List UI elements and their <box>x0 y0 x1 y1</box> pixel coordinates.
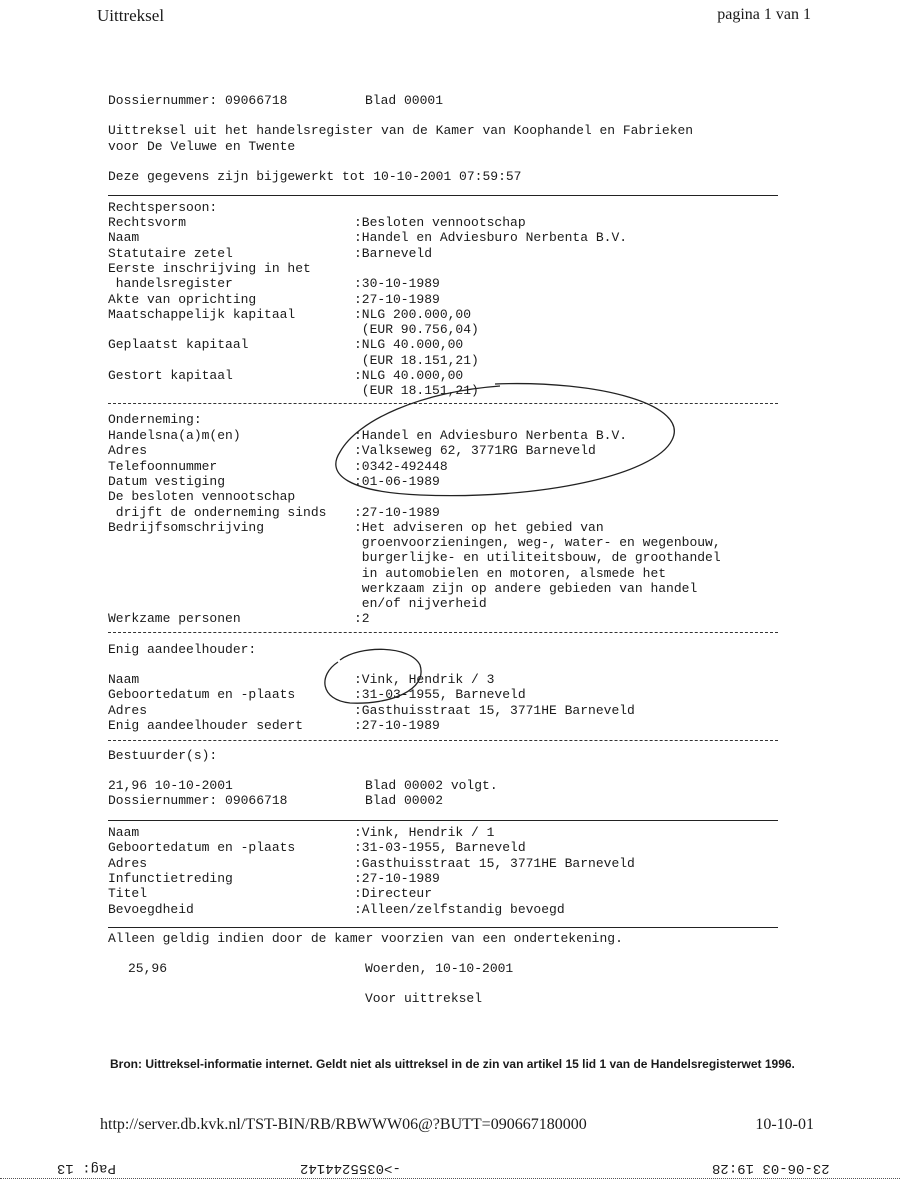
field-value: :Alleen/zelfstandig bevoegd <box>354 901 565 917</box>
field-label: drijft de onderneming sinds <box>108 504 327 520</box>
update-line: Deze gegevens zijn bijgewerkt tot 10-10-2001 07:59:57 <box>108 169 522 184</box>
field-label: Eerste inschrijving in het <box>108 260 311 276</box>
field-value: burgerlijke- en utiliteitsbouw, de groothandel <box>354 550 721 566</box>
cost-line: 21,96 10-10-2001 <box>108 778 233 793</box>
field-value: :Vink, Hendrik / 1 <box>354 825 495 840</box>
section-heading-onderneming: Onderneming: <box>108 412 202 427</box>
field-label: Enig aandeelhouder sedert <box>108 717 304 733</box>
field-value: :31-03-1955, Barneveld <box>354 840 526 856</box>
section-heading-rechtspersoon: Rechtspersoon: <box>108 200 218 215</box>
field-value: (EUR 18.151,21) <box>354 383 479 399</box>
dossier-number-2: Dossiernummer: 09066718 <box>108 793 288 808</box>
field-value: :NLG 200.000,00 <box>354 306 472 322</box>
fax-number: ->0355244142 <box>300 1160 401 1176</box>
field-label: Geplaatst kapitaal <box>108 337 249 353</box>
validity-note: Alleen geldig indien door de kamer voorzien van een ondertekening. <box>108 931 623 946</box>
field-value: :Handel en Adviesburo Nerbenta B.V. <box>354 230 628 246</box>
field-label: De besloten vennootschap <box>108 489 296 505</box>
fax-dotted-rule <box>0 1178 900 1179</box>
field-value: (EUR 90.756,04) <box>354 322 479 338</box>
field-value: :27-10-1989 <box>354 291 440 307</box>
dossier-number: Dossiernummer: 09066718 <box>108 93 288 108</box>
divider <box>108 632 778 633</box>
source-note: Bron: Uittreksel-informatie internet. Geldt niet als uittreksel in de zin van artikel 15 lid 1 van de Handelsregisterwet 1996. <box>110 1057 795 1071</box>
field-label: Naam <box>108 825 140 840</box>
divider <box>108 927 778 928</box>
fax-page: Pag: 13 <box>57 1160 116 1176</box>
fax-transmission-line <box>0 1160 900 1180</box>
field-label: Bedrijfsomschrijving <box>108 519 265 535</box>
field-value: en/of nijverheid <box>354 596 487 612</box>
field-value: :Besloten vennootschap <box>354 215 526 230</box>
field-label: Naam <box>108 672 140 687</box>
print-date: 10-10-01 <box>755 1116 814 1133</box>
field-value: :NLG 40.000,00 <box>354 368 464 383</box>
field-label: Naam <box>108 230 140 246</box>
field-label: Adres <box>108 443 148 459</box>
field-label: Maatschappelijk kapitaal <box>108 306 296 322</box>
fax-timestamp: 23-06-03 19:28 <box>712 1160 830 1176</box>
intro-line-1: Uittreksel uit het handelsregister van de Kamer van Koophandel en Fabrieken <box>108 123 694 138</box>
section-heading-aandeelhouder: Enig aandeelhouder: <box>108 642 257 657</box>
divider <box>108 403 778 404</box>
field-value: :Handel en Adviesburo Nerbenta B.V. <box>354 428 628 443</box>
blad-volgt: Blad 00002 volgt. <box>365 778 498 793</box>
field-value: :27-10-1989 <box>354 717 440 733</box>
field-value: :Gasthuisstraat 15, 3771HE Barneveld <box>354 855 635 871</box>
field-label: Rechtsvorm <box>108 215 187 230</box>
field-label: handelsregister <box>108 276 233 292</box>
field-label: Statutaire zetel <box>108 245 233 261</box>
field-value: :Gasthuisstraat 15, 3771HE Barneveld <box>354 702 635 718</box>
field-value: groenvoorzieningen, weg-, water- en wegenbouw, <box>354 535 721 551</box>
field-value: :Barneveld <box>354 245 433 261</box>
field-value: werkzaam zijn op andere gebieden van handel <box>354 581 698 596</box>
header-title: Uittreksel <box>97 6 165 25</box>
field-value: :Valkseweg 62, 3771RG Barneveld <box>354 443 596 459</box>
field-value: :Het adviseren op het gebied van <box>354 519 604 535</box>
place-date: Woerden, 10-10-2001 <box>365 961 514 976</box>
amount: 25,96 <box>128 961 168 976</box>
field-value: :01-06-1989 <box>354 473 440 489</box>
field-label: Geboortedatum en -plaats <box>108 687 296 703</box>
section-heading-bestuurder: Bestuurder(s): <box>108 748 218 763</box>
field-value: :Directeur <box>354 886 433 902</box>
divider <box>108 740 778 741</box>
source-url[interactable]: http://server.db.kvk.nl/TST-BIN/RB/RBWWW06@?BUTT=090667180000 <box>100 1116 587 1133</box>
werkzaam-label: Werkzame personen <box>108 611 241 626</box>
header-page-number: pagina 1 van 1 <box>717 6 811 23</box>
field-label: Infunctietreding <box>108 870 233 886</box>
field-label: Bevoegdheid <box>108 901 194 917</box>
field-label: Titel <box>108 886 148 902</box>
field-value: :27-10-1989 <box>354 504 440 520</box>
field-label: Adres <box>108 702 148 718</box>
field-label: Handelsna(a)m(en) <box>108 428 241 443</box>
blad-number-2: Blad 00002 <box>365 793 444 808</box>
field-value: :Vink, Hendrik / 3 <box>354 672 495 687</box>
field-label: Adres <box>108 855 148 871</box>
field-label: Datum vestiging <box>108 473 226 489</box>
voor-uittreksel: Voor uittreksel <box>365 991 483 1006</box>
field-value: :30-10-1989 <box>354 276 440 292</box>
field-label: Telefoonnummer <box>108 458 218 474</box>
field-value: in automobielen en motoren, alsmede het <box>354 565 667 581</box>
divider <box>108 820 778 821</box>
blad-number: Blad 00001 <box>365 93 444 108</box>
field-label: Gestort kapitaal <box>108 368 233 383</box>
field-value: :0342-492448 <box>354 458 448 474</box>
werkzaam-value: :2 <box>354 611 370 626</box>
field-label: Akte van oprichting <box>108 291 257 307</box>
field-value: :NLG 40.000,00 <box>354 337 464 353</box>
divider <box>108 195 778 196</box>
field-value: :27-10-1989 <box>354 870 440 886</box>
field-value: (EUR 18.151,21) <box>354 352 479 368</box>
field-label: Geboortedatum en -plaats <box>108 840 296 856</box>
intro-line-2: voor De Veluwe en Twente <box>108 139 296 154</box>
field-value: :31-03-1955, Barneveld <box>354 687 526 703</box>
